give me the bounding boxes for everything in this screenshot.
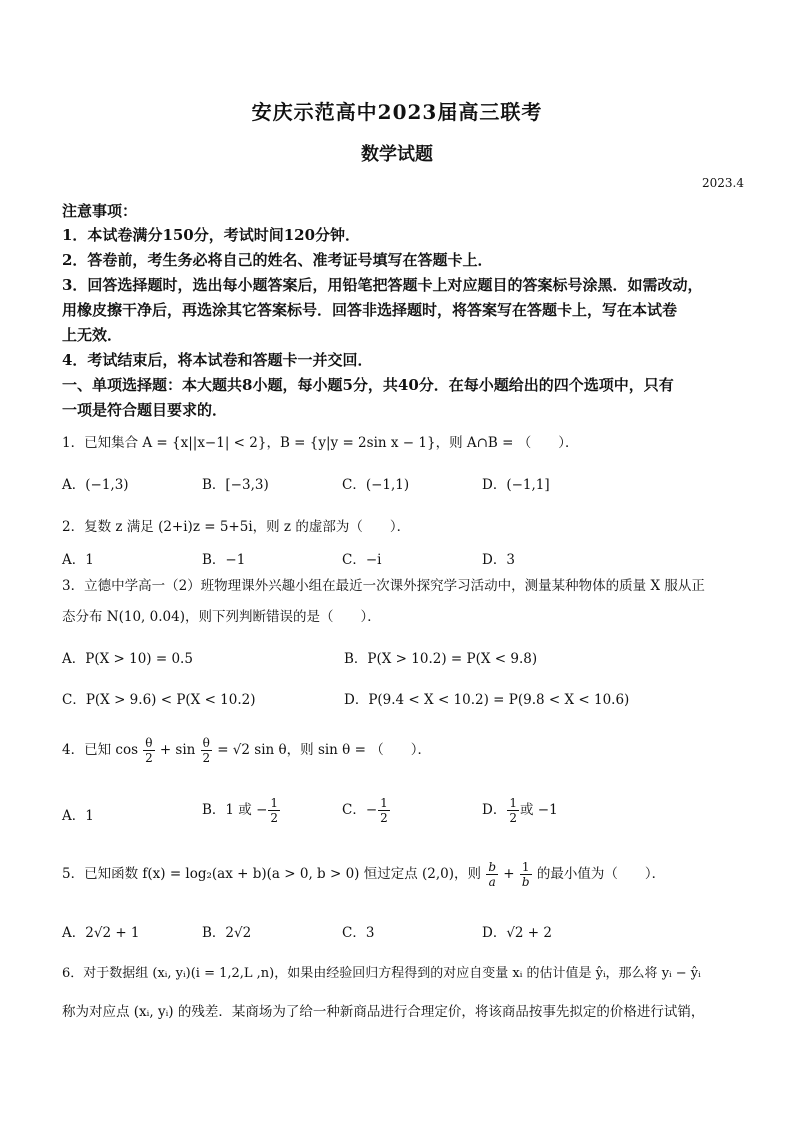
q4-fraction <box>143 736 154 765</box>
section-heading: 一、单项选择题：本大题共8小题，每小题5分，共40分．在每小题给出的四个选项中，只有 <box>62 376 674 394</box>
q4-option-b <box>202 796 281 825</box>
q4-option-d-fraction <box>507 796 519 825</box>
q3-option-a: A．P(X > 10) = 0.5 <box>62 651 193 667</box>
q3-option-b: B．P(X > 10.2) = P(X < 9.8) <box>344 651 538 667</box>
q1-option-b: B．[−3,3) <box>202 477 269 493</box>
frac-den: b <box>521 875 530 889</box>
q2-option-b: B．−1 <box>202 552 246 568</box>
q4-frac-num: θ <box>145 736 153 750</box>
q4-frac-num: θ <box>202 736 210 750</box>
section-heading-cont: 一项是符合题目要求的． <box>62 401 228 419</box>
frac-num: 1 <box>509 796 517 810</box>
frac-num: 1 <box>270 796 279 810</box>
q4-text-prefix: 4．已知 cos <box>62 742 138 758</box>
note-item: 上无效． <box>62 326 123 344</box>
q5-text-prefix: 5．已知函数 f(x) = log₂(ax + b)(a > 0, b > 0) 恒过定点 (2,0)，则 <box>62 866 482 882</box>
frac-num: 1 <box>521 860 530 874</box>
frac-den: 2 <box>509 811 517 825</box>
question-4 <box>62 736 746 765</box>
exam-subject: 数学试题 <box>361 144 433 165</box>
exam-date: 2023.4 <box>702 176 744 190</box>
q4-option-a: A．1 <box>62 808 94 824</box>
q4-option-d-text: 或 −1 <box>519 802 558 818</box>
question-3-line2: 态分布 N(10, 0.04)，则下列判断错误的是（ ）． <box>62 609 381 625</box>
note-item: 1．本试卷满分150分，考试时间120分钟． <box>62 226 361 244</box>
note-item: 4．考试结束后，将本试卷和答题卡一并交回． <box>62 351 373 369</box>
q4-frac-den: 2 <box>202 751 211 765</box>
q2-option-d: D．3 <box>482 552 515 568</box>
q2-option-a: A．1 <box>62 552 94 568</box>
frac-den: 2 <box>270 811 279 825</box>
question-6-line2: 称为对应点 (xᵢ, yᵢ) 的残差．某商场为了给一种新商品进行合理定价，将该商品按事先拟定的价格进行试销， <box>62 1004 705 1020</box>
question-2: 2．复数 z 满足 (2+i)z = 5+5i，则 z 的虚部为（ ）． <box>62 519 411 535</box>
q5-text-suffix: 的最小值为（ ）． <box>536 866 666 882</box>
question-6-line1: 6．对于数据组 (xᵢ, yᵢ)(i = 1,2,L ,n)，如果由经验回归方程得到的对应自变量 xᵢ 的估计值是 ŷᵢ，那么将 yᵢ − ŷᵢ <box>62 966 701 981</box>
frac-num: b <box>488 860 496 874</box>
q4-option-c <box>342 796 391 825</box>
q4-option-b-text: B．1 或 − <box>202 802 268 818</box>
q5-option-b: B．2√2 <box>202 925 252 941</box>
note-item: 用橡皮擦干净后，再选涂其它答案标号．回答非选择题时，将答案写在答题卡上，写在本试卷 <box>62 301 678 319</box>
frac-den: 2 <box>380 811 388 825</box>
question-5 <box>62 860 746 889</box>
frac-num: 1 <box>380 796 388 810</box>
q5-option-a: A．2√2 + 1 <box>62 925 140 941</box>
question-3-line1: 3．立德中学高一（2）班物理课外兴趣小组在最近一次课外探究学习活动中，测量某种物体的质量 X 服从正 <box>62 578 705 594</box>
q4-text-mid: + sin <box>159 742 196 758</box>
q1-option-a: A．(−1,3) <box>62 477 129 493</box>
q4-option-c-fraction <box>378 796 390 825</box>
q5-option-d: D．√2 + 2 <box>482 925 552 941</box>
q5-option-c: C．3 <box>342 925 375 941</box>
frac-den: a <box>488 875 496 889</box>
q4-fraction <box>201 736 212 765</box>
note-item: 2．答卷前，考生务必将自己的姓名、准考证号填写在答题卡上． <box>62 251 493 269</box>
q3-option-c: C．P(X > 9.6) < P(X < 10.2) <box>62 692 256 708</box>
q4-text-suffix: = √2 sin θ，则 sin θ = （ ）． <box>217 742 431 758</box>
q1-option-d: D．(−1,1] <box>482 477 550 493</box>
q3-option-d: D．P(9.4 < X < 10.2) = P(9.8 < X < 10.6) <box>344 692 630 708</box>
exam-title: 安庆示范高中2023届高三联考 <box>251 100 543 124</box>
q4-option-c-text: C．− <box>342 802 378 818</box>
notes-heading: 注意事项： <box>62 202 138 220</box>
q4-option-b-fraction <box>268 796 280 825</box>
question-1: 1．已知集合 A = {x||x−1| < 2}，B = {y|y = 2sin x − 1}，则 A∩B = （ ）． <box>62 435 579 451</box>
q4-frac-den: 2 <box>145 751 153 765</box>
q4-option-d <box>482 796 558 825</box>
q5-fraction-1 <box>486 860 498 889</box>
q5-fraction-2 <box>520 860 532 889</box>
q4-option-d-label: D． <box>482 802 507 818</box>
q5-plus: + <box>503 866 515 882</box>
q1-option-c: C．(−1,1) <box>342 477 410 493</box>
note-item: 3．回答选择题时，选出每小题答案后，用铅笔把答题卡上对应题目的答案标号涂黑．如需改动， <box>62 276 703 294</box>
q2-option-c: C．−i <box>342 552 382 568</box>
